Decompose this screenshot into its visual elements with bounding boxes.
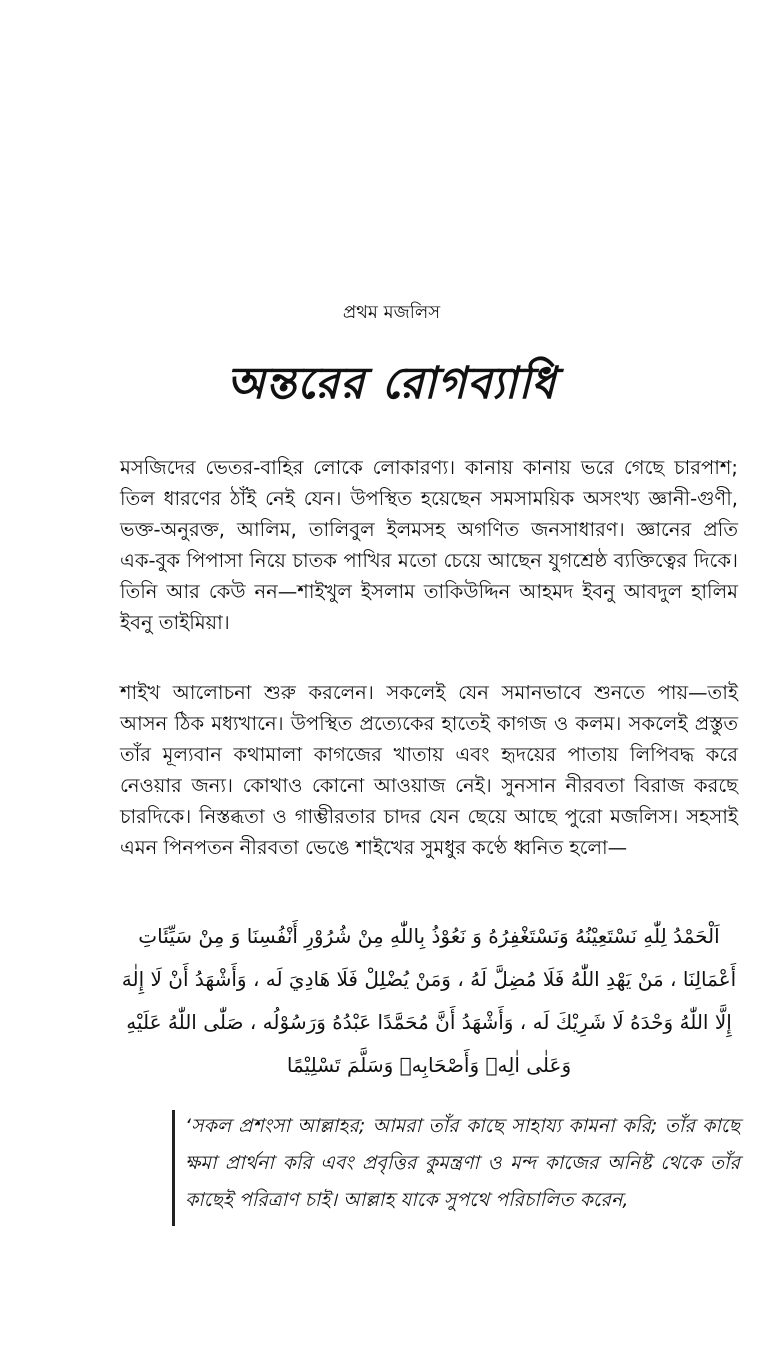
chapter-title: অন্তরের রোগব্যাধি	[226, 358, 557, 409]
paragraph-1: মসজিদের ভেতর-বাহির লোকে লোকারণ্য। কানায় কানায় ভরে গেছে চারপাশ; তিল ধারণের ঠাঁই নেই যেন। উপস্থিত হয়েছেন সমসাময়িক অসংখ্য জ্ঞানী-গুণী, ভক্ত-অনুরক্ত, আলিম, তালিবুল ইলমসহ অগণিত জনসাধারণ। জ্ঞানের প্রতি এক-বুক পিপাসা নিয়ে চাতক পাখির মতো চেয়ে আছেন যুগশ্রেষ্ঠ ব্যক্তিত্বের দিকে। তিনি আর কেউ নন—শাইখুল ইসলাম তাকিউদ্দিন আহমদ ইবনু আবদুল হালিম ইবনু তাইমিয়া।	[120, 456, 738, 634]
quote-bar	[172, 1110, 175, 1226]
chapter-label: প্রথম মজলিস	[342, 302, 441, 323]
arabic-sermon-text: اَلْحَمْدُ لِلّٰهِ نَسْتَعِيْنُهُ وَنَسْتَغْفِرُهُ وَ نَعُوْذُ بِاللّٰهِ مِنْ شُرُوْرِ أَنْفُسِنَا وَ مِنْ سَيِّئَاتِ أَعْمَالِنَا ، مَنْ يَهْدِ اللّٰهُ فَلَا مُضِلَّ لَهُ ، وَمَنْ يُضْلِلْ فَلَا هَادِيَ لَه ، وَأَشْهَدُ أَنْ لَا إِلٰهَ إِلَّا اللّٰهُ وَحْدَهُ لَا شَرِيْكَ لَه ، وَأَشْهَدُ أَنَّ مُحَمَّدًا عَبْدُهُ وَرَسُوْلُه ، صَلّٰى اللّٰهُ عَلَيْهِ وَعَلٰى اٰلِهٖ وَأَصْحَابِهٖ وَسَلَّمَ تَسْلِيْمًا	[121, 924, 737, 1077]
paragraph-2: শাইখ আলোচনা শুরু করলেন। সকলেই যেন সমানভাবে শুনতে পায়—তাই আসন ঠিক মধ্যখানে। উপস্থিত প্রত্যেকের হাতেই কাগজ ও কলম। সকলেই প্রস্তুত তাঁর মূল্যবান কথামালা কাগজের খাতায় এবং হৃদয়ের পাতায় লিপিবদ্ধ করে নেওয়ার জন্য। কোথাও কোনো আওয়াজ নেই। সুনসান নীরবতা বিরাজ করছে চারদিকে। নিস্তব্ধতা ও গাম্ভীরতার চাদর যেন ছেয়ে আছে পুরো মজলিস। সহসাই এমন পিনপতন নীরবতা ভেঙে শাইখের সুমধুর কণ্ঠে ধ্বনিত হলো—	[120, 681, 738, 859]
translation-quote: ‘সকল প্রশংসা আল্লাহর; আমরা তাঁর কাছে সাহায্য কামনা করি; তাঁর কাছে ক্ষমা প্রার্থনা করি এবং প্রবৃত্তির কুমন্ত্রণা ও মন্দ কাজের অনিষ্ট থেকে তাঁর কাছেই পরিত্রাণ চাই। আল্লাহ যাকে সুপথে পরিচালিত করেন,	[185, 1115, 740, 1211]
